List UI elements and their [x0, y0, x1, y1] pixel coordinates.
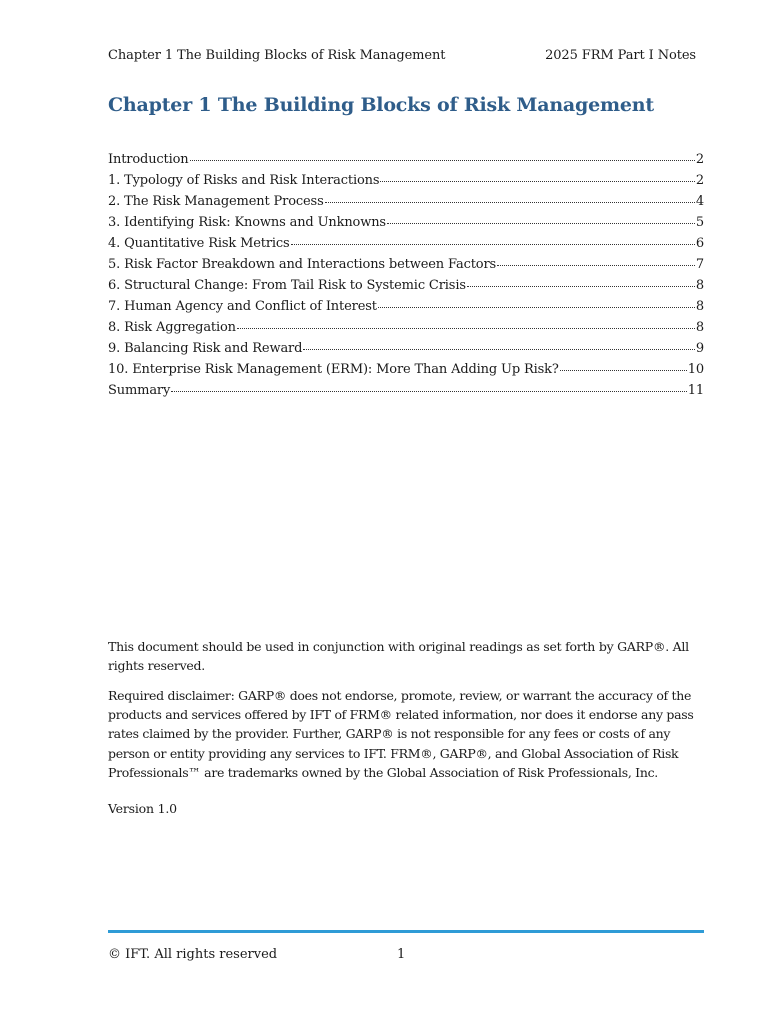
usage-notice: This document should be used in conjunction with original readings as set forth by GARP®. All rights reserved.	[108, 639, 689, 673]
toc-entry-human-agency[interactable]	[108, 296, 704, 317]
toc-leader-dots	[190, 149, 695, 163]
toc-entry-page: 7	[695, 257, 704, 272]
toc-entry-title: Summary	[108, 383, 171, 398]
toc-leader-dots	[237, 317, 695, 331]
toc-entry-typology[interactable]	[108, 170, 704, 191]
toc-entry-erm[interactable]	[108, 359, 704, 380]
toc-leader-dots	[467, 275, 695, 289]
toc-entry-page: 11	[687, 383, 704, 398]
toc-leader-dots	[291, 233, 695, 247]
toc-entry-title: 10. Enterprise Risk Management (ERM): More Than Adding Up Risk?	[108, 362, 559, 377]
toc-entry-summary[interactable]	[108, 380, 704, 401]
toc-leader-dots	[171, 380, 687, 394]
toc-entry-identifying-risk[interactable]	[108, 212, 704, 233]
toc-entry-risk-aggregation[interactable]	[108, 317, 704, 338]
toc-entry-title: Introduction	[108, 152, 189, 167]
chapter-title: Chapter 1 The Building Blocks of Risk Management	[108, 94, 655, 116]
toc-entry-title: 4. Quantitative Risk Metrics	[108, 236, 290, 251]
toc-entry-page: 8	[695, 299, 704, 314]
toc-entry-page: 8	[695, 320, 704, 335]
toc-entry-title: 3. Identifying Risk: Knowns and Unknowns	[108, 215, 386, 230]
footer-rule	[108, 930, 704, 933]
toc-leader-dots	[497, 254, 695, 268]
toc-entry-page: 9	[695, 341, 704, 356]
toc-entry-page: 10	[687, 362, 704, 377]
toc-leader-dots	[378, 296, 695, 310]
toc-entry-process[interactable]	[108, 191, 704, 212]
toc-leader-dots	[325, 191, 695, 205]
toc-entry-page: 6	[695, 236, 704, 251]
table-of-contents	[108, 149, 704, 401]
version-label: Version 1.0	[108, 801, 177, 816]
toc-entry-risk-factor[interactable]	[108, 254, 704, 275]
footer-copyright: © IFT. All rights reserved	[108, 947, 278, 962]
toc-entry-quantitative-metrics[interactable]	[108, 233, 704, 254]
toc-entry-balancing-risk[interactable]	[108, 338, 704, 359]
toc-entry-page: 5	[695, 215, 704, 230]
toc-entry-title: 2. The Risk Management Process	[108, 194, 324, 209]
toc-entry-structural-change[interactable]	[108, 275, 704, 296]
required-disclaimer: Required disclaimer: GARP® does not endorse, promote, review, or warrant the accuracy of the products and services offered by IFT of FRM® related information, nor does it endorse any pass rates claimed by the provider. Further, GARP® is not responsible for any fees or costs of any person or entity providing any services to IFT. FRM®, GARP®, and Global Association of Risk Professionals™ are trademarks owned by the Global Association of Risk Professionals, Inc.	[108, 688, 694, 780]
running-header-left: Chapter 1 The Building Blocks of Risk Management	[108, 48, 446, 63]
toc-entry-page: 2	[695, 173, 704, 188]
toc-leader-dots	[380, 170, 694, 184]
toc-leader-dots	[387, 212, 695, 226]
toc-entry-title: 6. Structural Change: From Tail Risk to Systemic Crisis	[108, 278, 466, 293]
toc-leader-dots	[560, 359, 687, 373]
toc-entry-introduction[interactable]	[108, 149, 704, 170]
toc-leader-dots	[303, 338, 695, 352]
toc-entry-page: 8	[695, 278, 704, 293]
toc-entry-title: 1. Typology of Risks and Risk Interactions	[108, 173, 380, 188]
toc-entry-title: 5. Risk Factor Breakdown and Interactions between Factors	[108, 257, 497, 272]
running-header-right: 2025 FRM Part I Notes	[545, 48, 696, 63]
toc-entry-title: 7. Human Agency and Conflict of Interest	[108, 299, 377, 314]
toc-entry-title: 9. Balancing Risk and Reward	[108, 341, 303, 356]
toc-entry-title: 8. Risk Aggregation	[108, 320, 236, 335]
footer-page-number: 1	[397, 947, 406, 962]
toc-entry-page: 2	[695, 152, 704, 167]
running-header	[108, 48, 696, 63]
toc-entry-page: 4	[695, 194, 704, 209]
